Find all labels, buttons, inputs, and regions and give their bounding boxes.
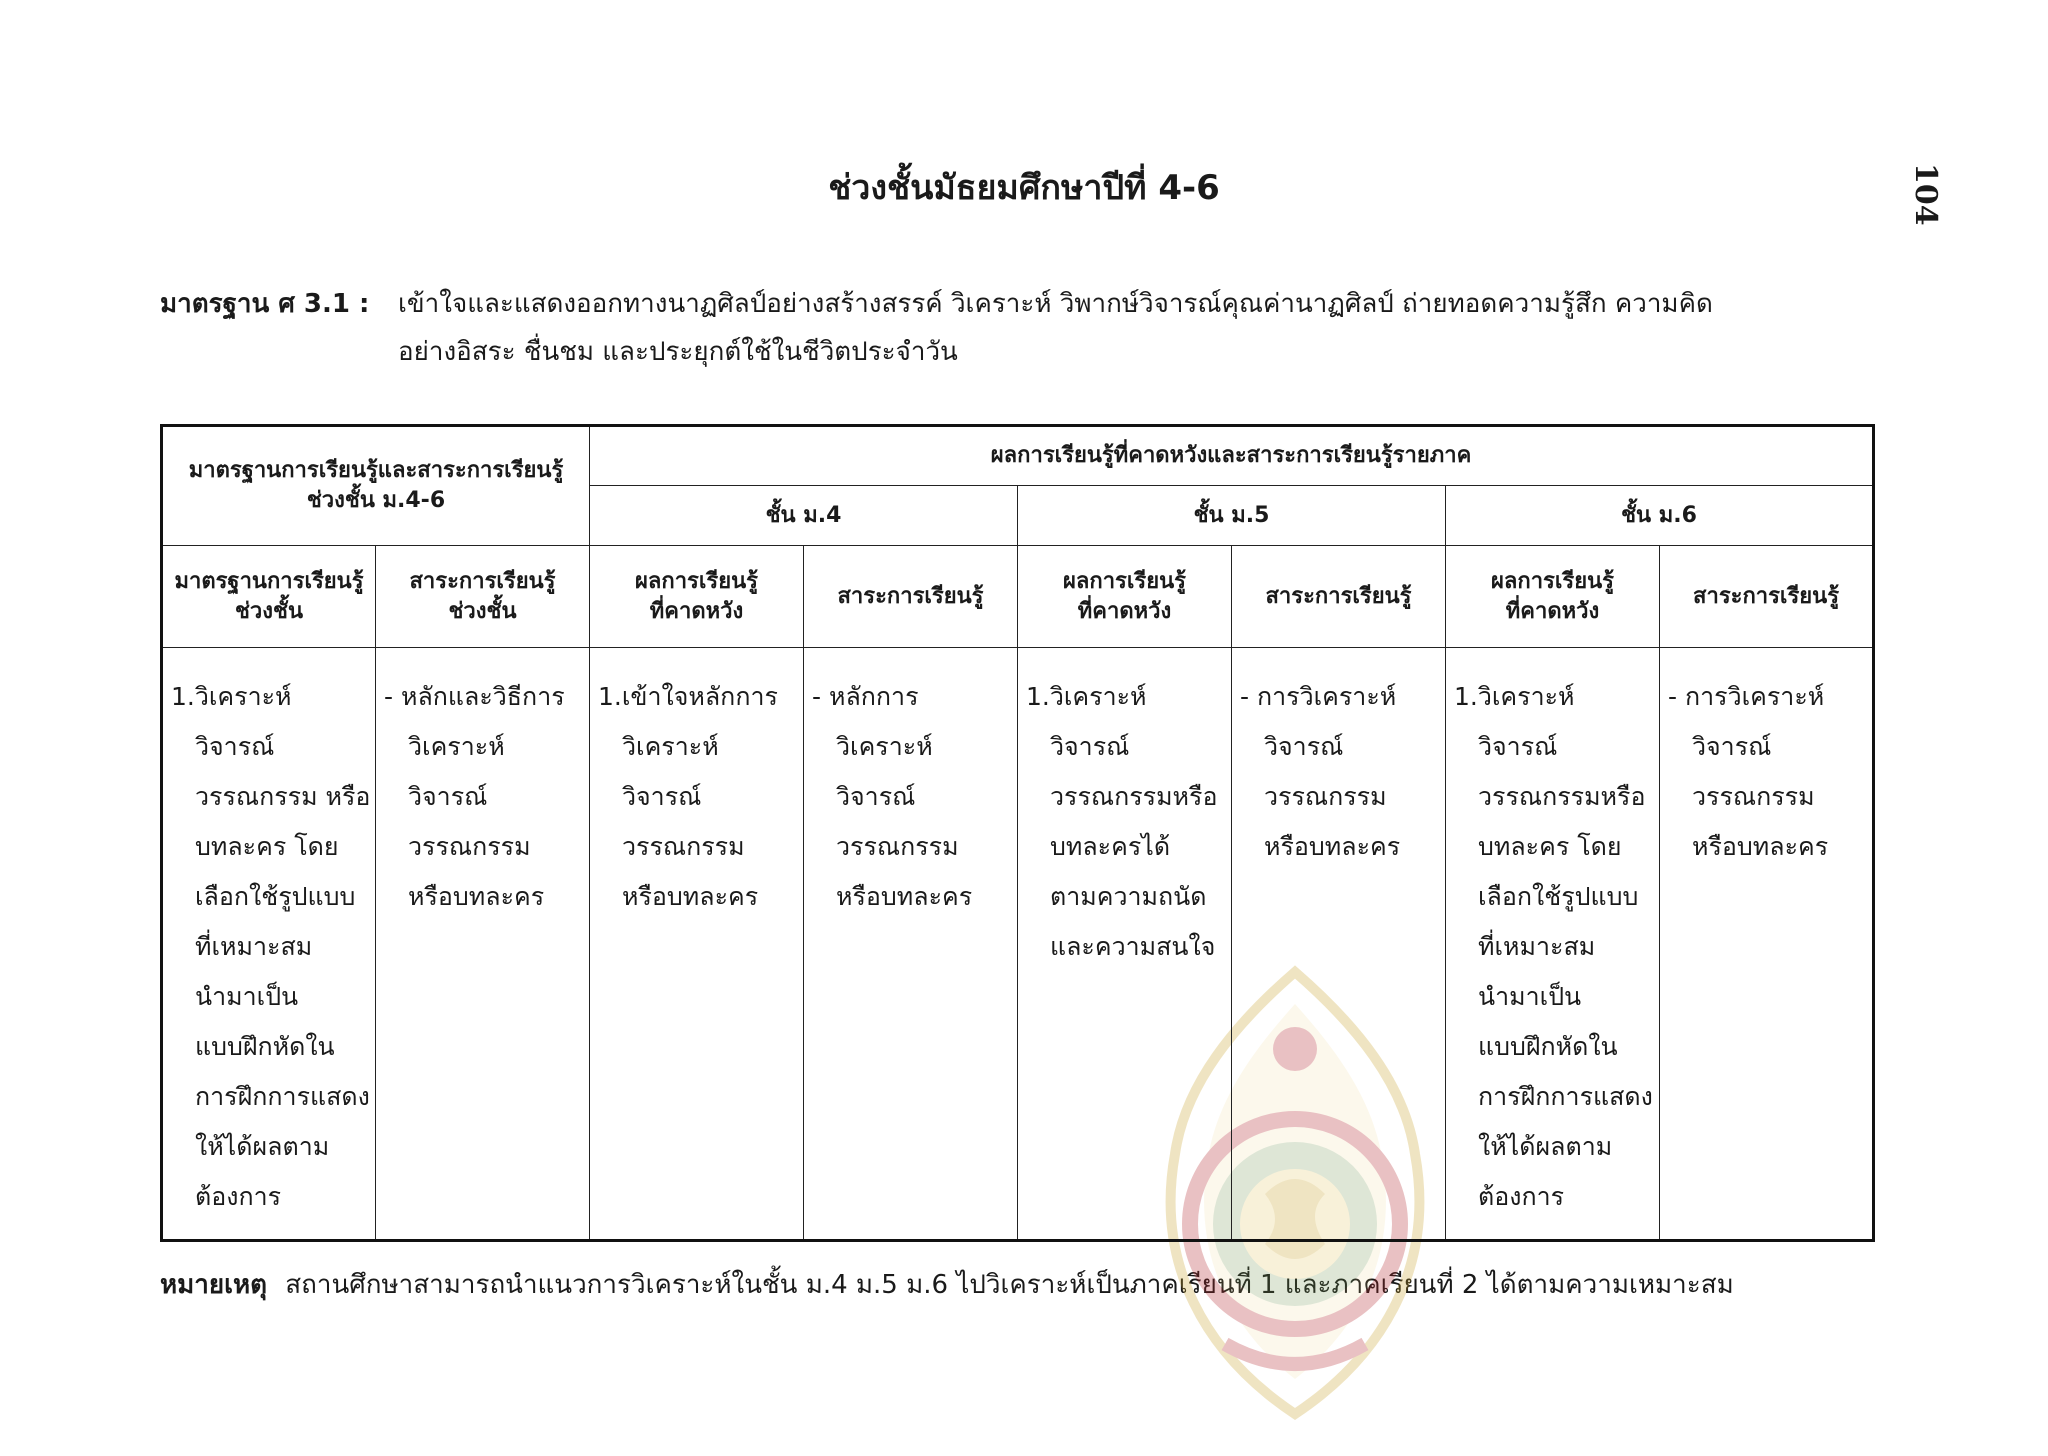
cell-line: วิจารณ์ — [1264, 732, 1344, 761]
column-header-line: มาตรฐานการเรียนรู้ — [174, 568, 364, 594]
header-grade-m4: ชั้น ม.4 — [590, 486, 1018, 546]
header-grade-m5: ชั้น ม.5 — [1018, 486, 1446, 546]
page-number: 104 — [1908, 163, 1943, 226]
cell-line: วิจารณ์ — [836, 782, 916, 811]
page-title: ช่วงชั้นมัธยมศึกษาปีที่ 4-6 — [828, 168, 1220, 208]
cell-line: วรรณกรรม หรือ — [195, 782, 371, 811]
standard-line: เข้าใจและแสดงออกทางนาฏศิลป์อย่างสร้างสรรค์ วิเคราะห์ วิพากษ์วิจารณ์คุณค่านาฏศิลป์ ถ่ายทอดความรู้สึก ความคิด — [398, 289, 1713, 319]
cell-line: บทละคร โดย — [1478, 832, 1622, 861]
column-header-line: สาระการเรียนรู้ — [409, 568, 556, 594]
cell-item: - หลักการ — [812, 682, 919, 711]
cell-line: บทละครได้ — [1050, 832, 1171, 861]
cell-line: การฝึกการแสดง — [1478, 1082, 1653, 1111]
cell-line: หรือบทละคร — [622, 882, 759, 911]
cell-item: - หลักและวิธีการ — [384, 682, 565, 711]
cell-line: วิจารณ์ — [408, 782, 488, 811]
table-cell — [162, 648, 376, 1241]
cell-line: วรรณกรรม — [1692, 782, 1815, 811]
cell-line: วิจารณ์ — [1478, 732, 1558, 761]
cell-line: ตามความถนัด — [1050, 882, 1207, 911]
cell-line: ที่เหมาะสม — [195, 932, 313, 961]
column-header-line: ที่คาดหวัง — [649, 598, 744, 624]
column-header — [590, 546, 804, 648]
column-header — [1660, 546, 1874, 648]
cell-line: วิเคราะห์ — [836, 732, 933, 761]
footnote-text: สถานศึกษาสามารถนำแนวการวิเคราะห์ในชั้น ม.4 ม.5 ม.6 ไปวิเคราะห์เป็นภาคเรียนที่ 1 และภาคเรียนที่ 2 ได้ตามความเหมาะสม — [285, 1270, 1734, 1300]
column-header-line: สาระการเรียนรู้ — [837, 583, 984, 609]
cell-item: - การวิเคราะห์ — [1668, 682, 1825, 711]
cell-line: วรรณกรรม — [622, 832, 745, 861]
column-header — [1232, 546, 1446, 648]
standard-line: อย่างอิสระ ชื่นชม และประยุกต์ใช้ในชีวิตประจำวัน — [398, 337, 958, 367]
cell-item: 1.วิเคราะห์ — [1454, 682, 1575, 711]
cell-line: วรรณกรรม — [408, 832, 531, 861]
cell-item: - การวิเคราะห์ — [1240, 682, 1397, 711]
cell-item: 1.วิเคราะห์ — [1026, 682, 1147, 711]
column-header — [1018, 546, 1232, 648]
standard-statement — [160, 280, 1900, 376]
curriculum-table — [160, 424, 1875, 1242]
cell-line: นำมาเป็น — [195, 982, 299, 1011]
cell-line: วรรณกรรมหรือ — [1478, 782, 1646, 811]
cell-line: เลือกใช้รูปแบบ — [195, 882, 356, 911]
column-header — [1446, 546, 1660, 648]
cell-line: หรือบทละคร — [408, 882, 545, 911]
column-header-line: ผลการเรียนรู้ — [1491, 568, 1614, 594]
cell-line: วิจารณ์ — [622, 782, 702, 811]
cell-line: ที่เหมาะสม — [1478, 932, 1596, 961]
table-row — [162, 648, 1874, 1241]
standard-label: มาตรฐาน ศ 3.1 : — [160, 289, 370, 319]
table-cell — [1446, 648, 1660, 1241]
cell-line: วรรณกรรม — [836, 832, 959, 861]
cell-line: การฝึกการแสดง — [195, 1082, 370, 1111]
cell-item: 1.เข้าใจหลักการ — [598, 682, 778, 711]
header-standards-and-content — [162, 426, 590, 546]
column-header-line: ผลการเรียนรู้ — [635, 568, 758, 594]
column-header — [162, 546, 376, 648]
header-grade-m6: ชั้น ม.6 — [1446, 486, 1874, 546]
header-expected-outcomes: ผลการเรียนรู้ที่คาดหวังและสาระการเรียนรู้รายภาค — [590, 426, 1874, 486]
column-header-line: ที่คาดหวัง — [1077, 598, 1172, 624]
cell-line: วิจารณ์ — [1692, 732, 1772, 761]
cell-line: วิจารณ์ — [1050, 732, 1130, 761]
table-cell — [590, 648, 804, 1241]
column-header-line: ที่คาดหวัง — [1505, 598, 1600, 624]
table-cell — [804, 648, 1018, 1241]
cell-line: หรือบทละคร — [836, 882, 973, 911]
column-header-line: สาระการเรียนรู้ — [1265, 583, 1412, 609]
cell-line: แบบฝึกหัดใน — [195, 1032, 335, 1061]
cell-line: วรรณกรรม — [1264, 782, 1387, 811]
table-cell — [1232, 648, 1446, 1241]
column-header — [804, 546, 1018, 648]
cell-line: ให้ได้ผลตาม — [1478, 1132, 1613, 1161]
table-cell — [1018, 648, 1232, 1241]
header-line: ช่วงชั้น ม.4-6 — [306, 488, 446, 513]
cell-line: หรือบทละคร — [1692, 832, 1829, 861]
cell-line: ต้องการ — [195, 1182, 282, 1211]
footnote — [160, 1262, 1920, 1308]
cell-line: และความสนใจ — [1050, 932, 1216, 961]
cell-line: เลือกใช้รูปแบบ — [1478, 882, 1639, 911]
cell-line: วิเคราะห์ — [408, 732, 505, 761]
column-header-line: ช่วงชั้น — [448, 598, 517, 624]
cell-line: นำมาเป็น — [1478, 982, 1582, 1011]
cell-line: แบบฝึกหัดใน — [1478, 1032, 1618, 1061]
cell-line: วิเคราะห์ — [622, 732, 719, 761]
standard-text — [398, 280, 1900, 376]
curriculum-table-wrapper — [160, 424, 1872, 1242]
cell-line: ให้ได้ผลตาม — [195, 1132, 330, 1161]
cell-item: 1.วิเคราะห์ — [171, 682, 292, 711]
table-cell — [376, 648, 590, 1241]
column-header-line: ช่วงชั้น — [235, 598, 303, 624]
column-header-line: ผลการเรียนรู้ — [1063, 568, 1186, 594]
cell-line: วิจารณ์ — [195, 732, 275, 761]
footnote-label: หมายเหตุ — [160, 1270, 268, 1300]
cell-line: ต้องการ — [1478, 1182, 1565, 1211]
cell-line: บทละคร โดย — [195, 832, 339, 861]
cell-line: หรือบทละคร — [1264, 832, 1401, 861]
column-header-line: สาระการเรียนรู้ — [1693, 583, 1840, 609]
header-line: มาตรฐานการเรียนรู้และสาระการเรียนรู้ — [188, 458, 564, 483]
table-cell — [1660, 648, 1874, 1241]
cell-line: วรรณกรรมหรือ — [1050, 782, 1218, 811]
column-header — [376, 546, 590, 648]
